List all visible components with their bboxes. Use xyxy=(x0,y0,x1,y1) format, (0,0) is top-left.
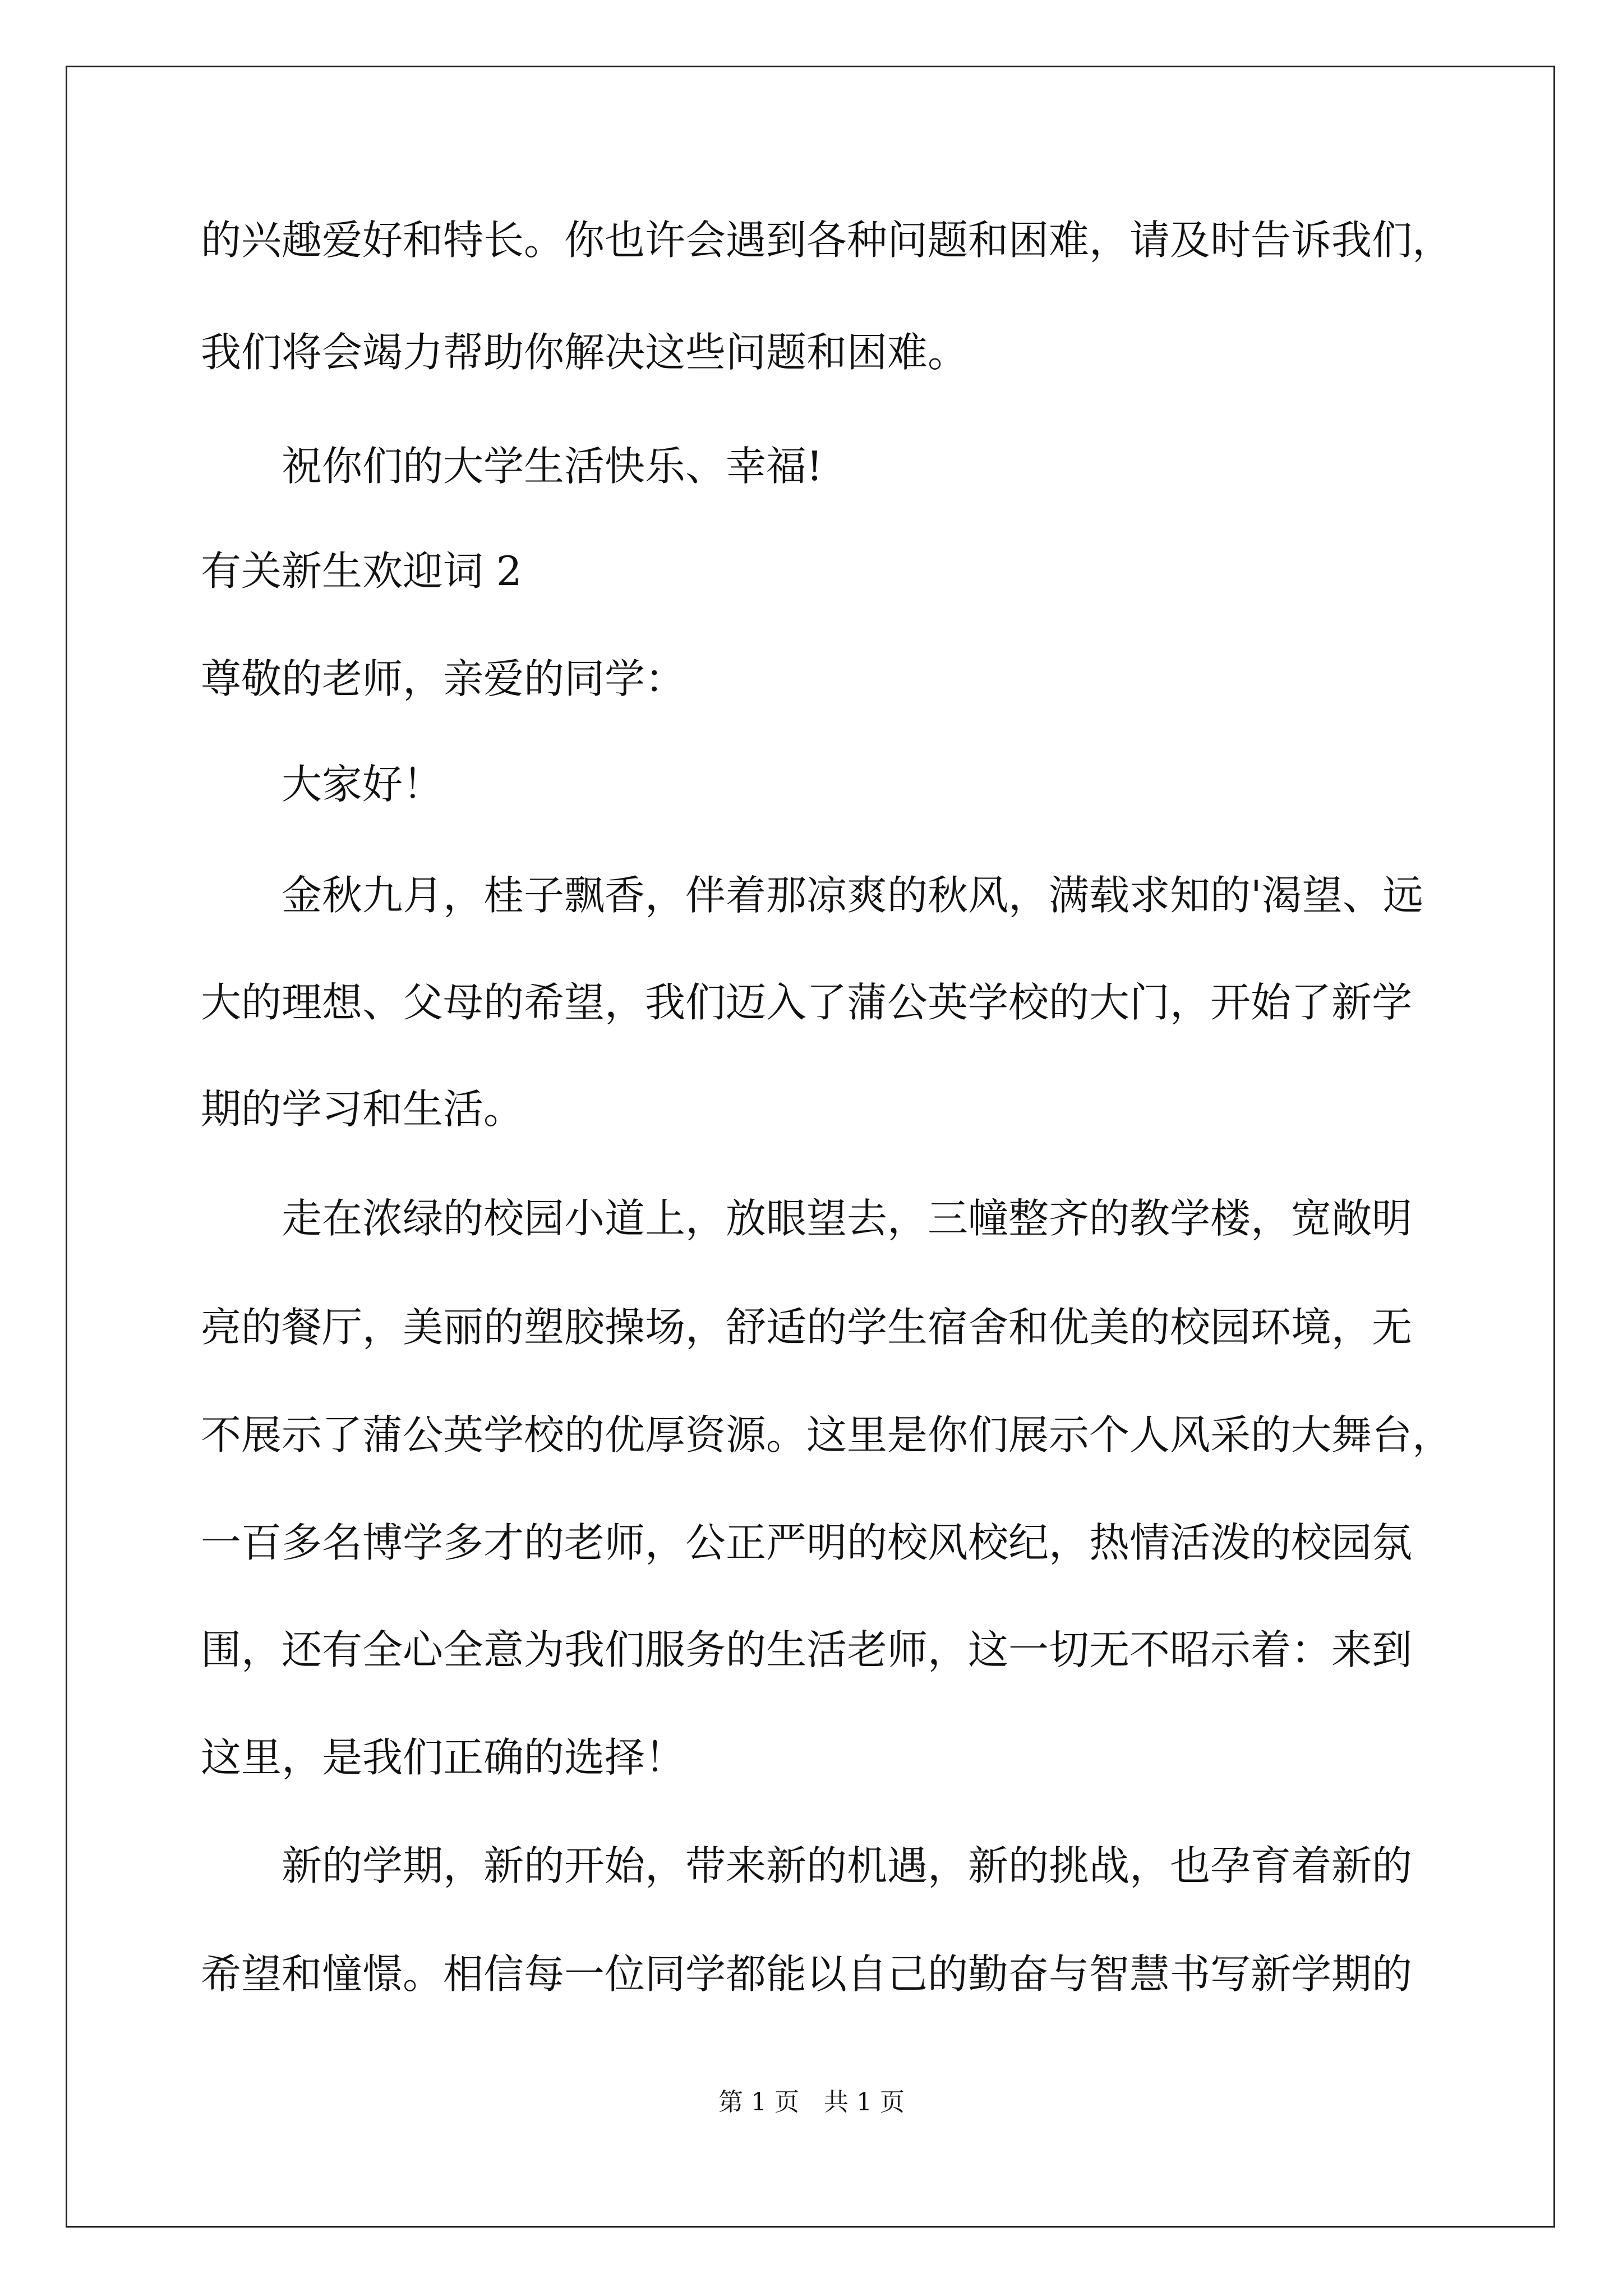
paragraph-line: 一百多名博学多才的老师，公正严明的校风校纪，热情活泼的校园氛 xyxy=(201,1519,1413,1566)
paragraph-line: 希望和憧憬。相信每一位同学都能以自己的勤奋与智慧书写新学期的 xyxy=(201,1950,1413,1998)
page-footer: 第 1 页 共 1 页 xyxy=(718,2088,905,2116)
paragraph-line: 不展示了蒲公英学校的优厚资源。这里是你们展示个人风采的大舞台， xyxy=(201,1411,1453,1458)
page-border xyxy=(66,66,1555,2228)
paragraph-line: 金秋九月，桂子飘香，伴着那凉爽的秋风，满载求知的'渴望、远 xyxy=(282,872,1423,919)
paragraph-line: 新的学期，新的开始，带来新的机遇，新的挑战，也孕育着新的 xyxy=(282,1842,1413,1889)
paragraph-line: 大的理想、父母的希望，我们迈入了蒲公英学校的大门，开始了新学 xyxy=(201,979,1413,1026)
paragraph-line: 期的学习和生活。 xyxy=(201,1085,524,1133)
paragraph-line: 的兴趣爱好和特长。你也许会遇到各种问题和困难，请及时告诉我们， xyxy=(201,217,1453,264)
paragraph-line: 围，还有全心全意为我们服务的生活老师，这一切无不昭示着：来到 xyxy=(201,1626,1413,1673)
paragraph-line: 亮的餐厅，美丽的塑胶操场，舒适的学生宿舍和优美的校园环境，无 xyxy=(201,1304,1413,1351)
paragraph-line: 祝你们的大学生活快乐、幸福! xyxy=(282,443,823,490)
paragraph-line: 走在浓绿的校园小道上，放眼望去，三幢整齐的教学楼，宽敞明 xyxy=(282,1195,1413,1242)
section-heading: 有关新生欢迎词 2 xyxy=(201,547,522,595)
greeting: 大家好！ xyxy=(282,761,444,808)
salutation: 尊敬的老师，亲爱的同学： xyxy=(201,655,686,702)
paragraph-line: 我们将会竭力帮助你解决这些问题和困难。 xyxy=(201,329,969,376)
paragraph-line: 这里，是我们正确的选择！ xyxy=(201,1734,686,1781)
